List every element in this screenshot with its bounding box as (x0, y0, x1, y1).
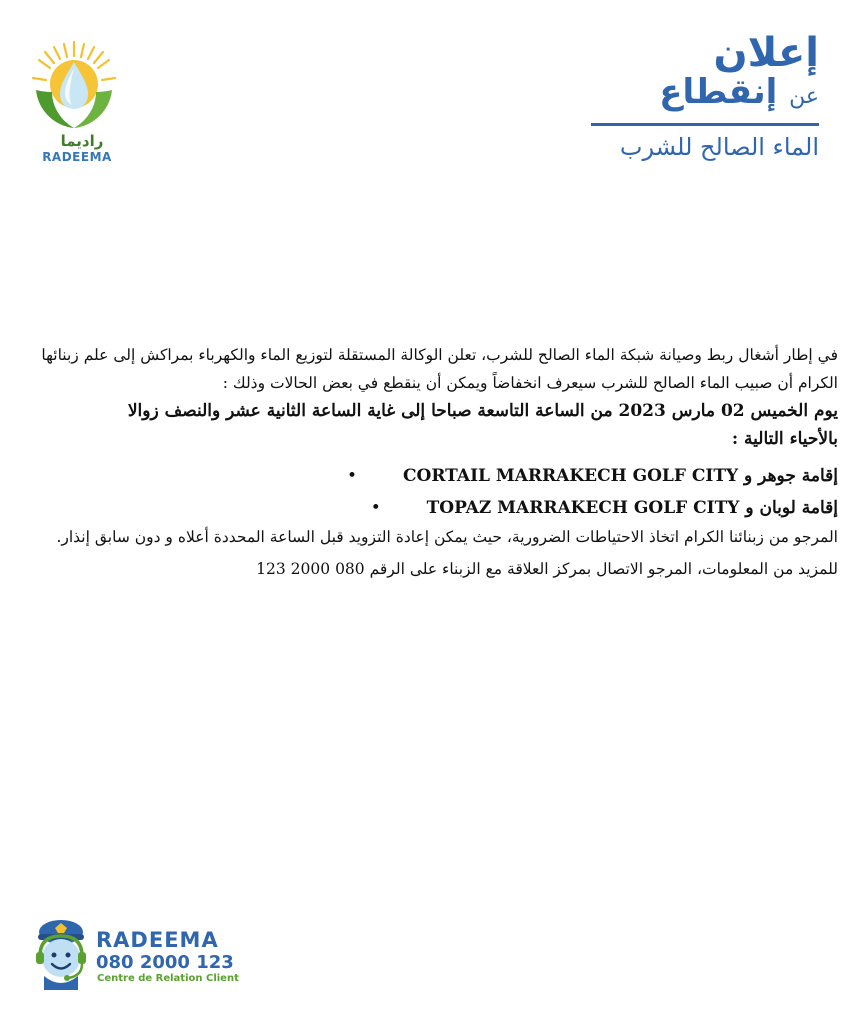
logo-arabic-name: راديما (60, 132, 104, 150)
logo-latin-name: RADEEMA (42, 150, 112, 164)
header-subtitle-prefix: عن (789, 84, 819, 109)
list-item-text: إقامة لوبان و TOPAZ MARRAKECH GOLF CITY (426, 498, 838, 518)
body-intro-line: في إطار أشغال ربط وصيانة شبكة الماء الصالح للشرب، تعلن الوكالة المستقلة لتوزيع الماء والكهرباء بمراكش إلى علم زبنائها (41, 346, 838, 364)
header-title: إعلان (713, 30, 819, 76)
outage-datetime: يوم الخميس 02 مارس 2023 من الساعة التاسعة صباحا إلى غاية الساعة الثانية عشر والنصف زوالا (127, 401, 838, 421)
customer-relation-contact (30, 918, 240, 998)
header-subtitle-main: إنقطاع (659, 72, 778, 112)
body-intro-continuation: الكرام أن صبيب الماء الصالح للشرب سيعرف انخفاضاً ويمكن أن ينقطع في بعض الحالات وذلك : (222, 374, 838, 392)
call-center-mascot-icon (30, 918, 94, 994)
announcement-body (16, 344, 838, 580)
announcement-header (579, 30, 819, 162)
contact-caption: Centre de Relation Client (97, 973, 239, 984)
list-item (16, 462, 838, 490)
header-topic: الماء الصالح للشرب (619, 133, 819, 161)
contact-info-line: للمزيد من المعلومات، المرجو الاتصال بمركز العلاقة مع الزبناء على الرقم 080 2000 123 (256, 560, 838, 578)
bullet-icon: • (370, 498, 381, 518)
header-subtitle (579, 72, 819, 117)
radeema-logo (24, 40, 124, 170)
list-item (16, 494, 838, 522)
precautions-notice: المرجو من زبنائنا الكرام اتخاذ الاحتياطات الضرورية، حيث يمكن إعادة التزويد قبل الساعة المحددة أعلاه و دون سابق إنذار. (56, 528, 838, 546)
header-divider (591, 123, 819, 126)
contact-brand: RADEEMA (96, 928, 219, 952)
list-item-text: إقامة جوهر و CORTAIL MARRAKECH GOLF CITY (403, 466, 838, 486)
affected-areas-heading: بالأحياء التالية : (731, 429, 838, 449)
bullet-icon: • (347, 466, 358, 486)
contact-phone: 080 2000 123 (96, 952, 234, 973)
sun-water-drop-icon (30, 40, 118, 132)
